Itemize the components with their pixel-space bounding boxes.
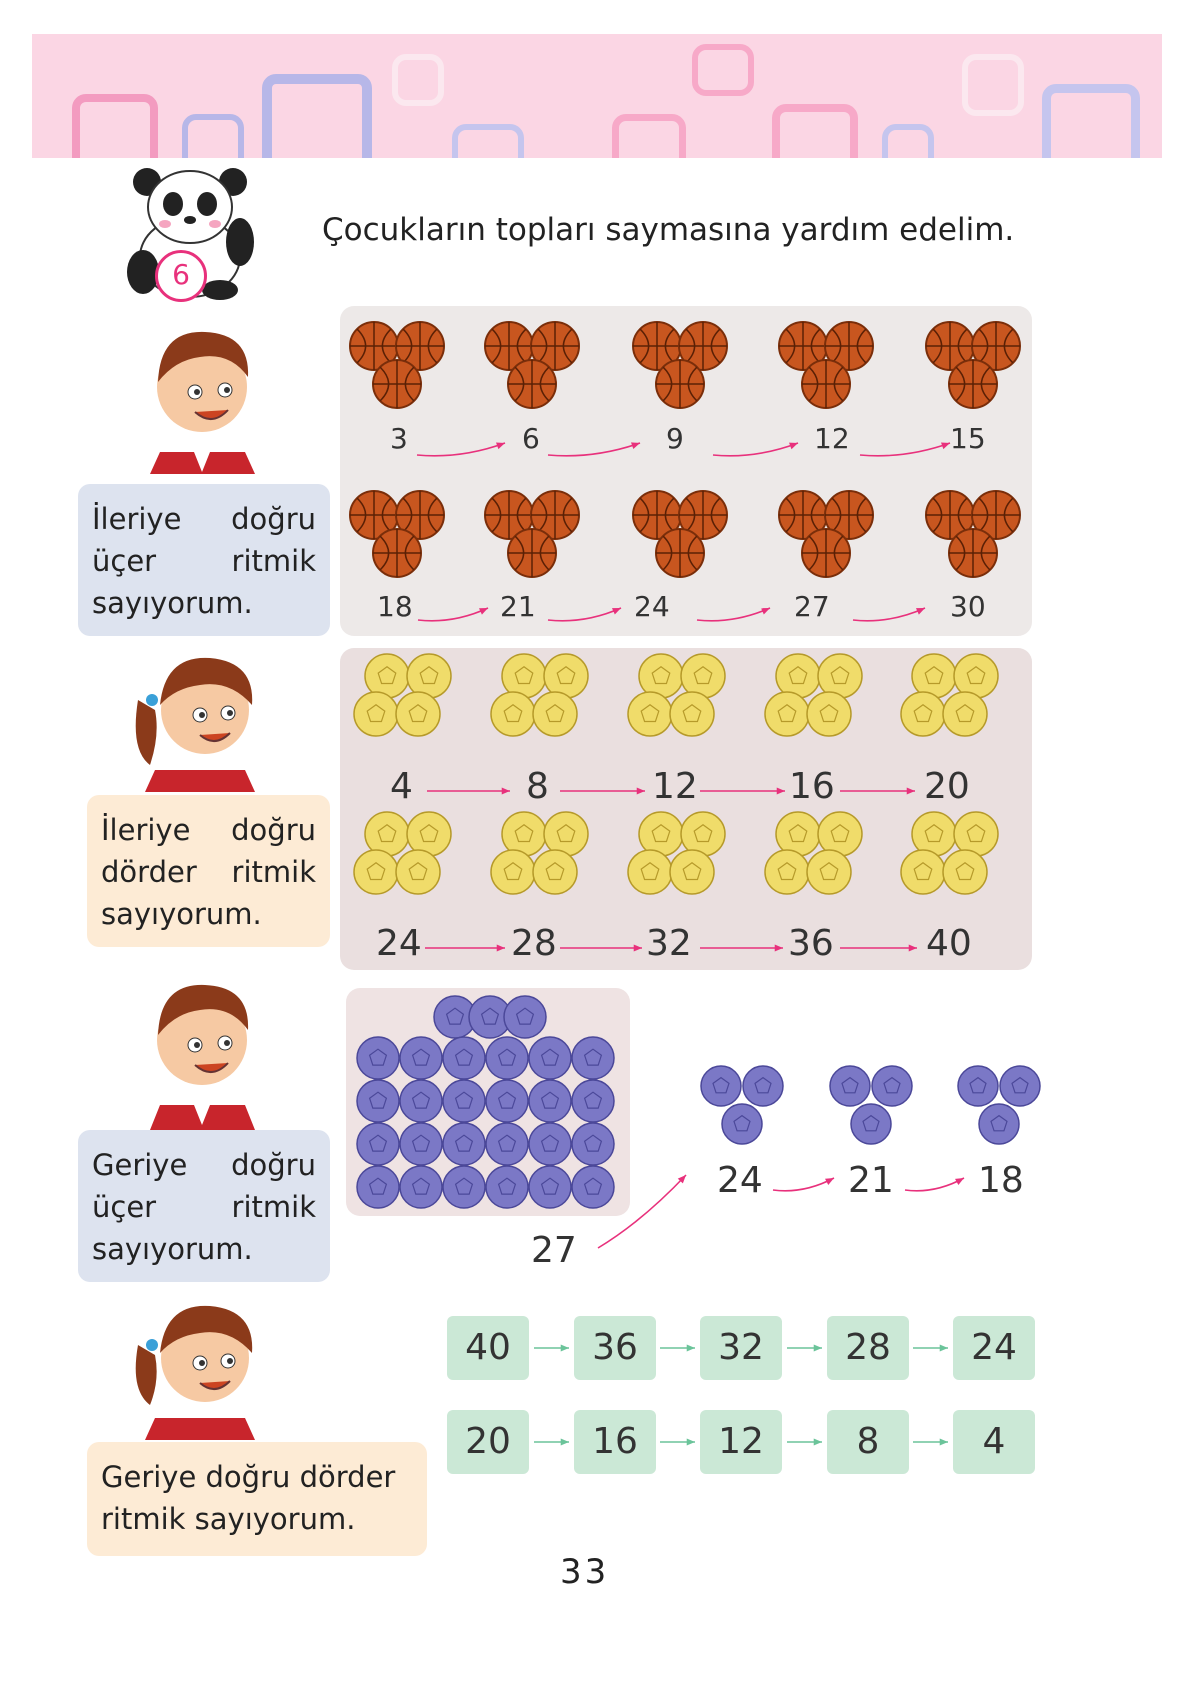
arrow-head bbox=[496, 443, 505, 450]
arrow-head bbox=[502, 787, 510, 794]
yellow-ball-icon bbox=[954, 654, 998, 698]
arrow-head bbox=[637, 787, 645, 794]
purple-ball-icon bbox=[486, 1166, 528, 1208]
count-number: 18 bbox=[978, 1160, 1024, 1201]
purple-ball-icon bbox=[743, 1066, 783, 1106]
speech-text: İleriye doğru üçer ritmik sayıyorum. bbox=[92, 502, 316, 620]
purple-ball-icon bbox=[443, 1166, 485, 1208]
purple-ball-icon bbox=[486, 1080, 528, 1122]
yellow-ball-icon bbox=[628, 692, 672, 736]
count-number: 21 bbox=[848, 1160, 894, 1201]
yellow-ball-icon bbox=[901, 850, 945, 894]
number-box: 24 bbox=[953, 1316, 1035, 1380]
purple-ball-icon bbox=[529, 1037, 571, 1079]
number-box: 12 bbox=[700, 1410, 782, 1474]
yellow-ball-icon bbox=[533, 692, 577, 736]
basketball-seam bbox=[949, 529, 997, 577]
yellow-ball-icon bbox=[407, 654, 451, 698]
page-number: 33 bbox=[560, 1552, 610, 1592]
basketball-seam bbox=[802, 360, 850, 408]
arrow-head bbox=[775, 944, 783, 951]
arrow-head bbox=[634, 944, 642, 951]
arrow bbox=[548, 608, 621, 621]
arrow-head bbox=[561, 1344, 569, 1351]
number-box: 32 bbox=[700, 1316, 782, 1380]
count-number: 28 bbox=[511, 923, 557, 964]
count-number: 20 bbox=[924, 766, 970, 807]
yellow-ball-icon bbox=[365, 812, 409, 856]
arrow-head bbox=[909, 944, 917, 951]
purple-ball-icon bbox=[486, 1123, 528, 1165]
number-box: 4 bbox=[953, 1410, 1035, 1474]
purple-ball-icon bbox=[400, 1037, 442, 1079]
count-number: 16 bbox=[789, 766, 835, 807]
purple-ball-icon bbox=[357, 1166, 399, 1208]
yellow-ball-icon bbox=[681, 812, 725, 856]
purple-ball-icon bbox=[357, 1123, 399, 1165]
arrow-head bbox=[687, 1438, 695, 1445]
arrow bbox=[905, 1178, 964, 1191]
number-box: 8 bbox=[827, 1410, 909, 1474]
yellow-ball-icon bbox=[670, 692, 714, 736]
arrow bbox=[853, 608, 925, 621]
task-number-badge: 6 bbox=[155, 250, 207, 302]
arrow-head bbox=[789, 443, 798, 450]
yellow-ball-icon bbox=[396, 850, 440, 894]
yellow-ball-icon bbox=[544, 812, 588, 856]
arrow-head bbox=[777, 787, 785, 794]
yellow-ball-icon bbox=[533, 850, 577, 894]
count-number: 9 bbox=[666, 422, 684, 455]
yellow-ball-icon bbox=[765, 850, 809, 894]
yellow-ball-icon bbox=[628, 850, 672, 894]
yellow-ball-icon bbox=[912, 654, 956, 698]
yellow-ball-icon bbox=[943, 850, 987, 894]
arrow-head bbox=[631, 442, 640, 449]
basketball-seam bbox=[949, 360, 997, 408]
number-box: 20 bbox=[447, 1410, 529, 1474]
yellow-ball-icon bbox=[943, 692, 987, 736]
purple-ball-icon bbox=[400, 1123, 442, 1165]
yellow-ball-icon bbox=[491, 850, 535, 894]
purple-ball-icon bbox=[400, 1166, 442, 1208]
yellow-ball-icon bbox=[639, 812, 683, 856]
number-box: 16 bbox=[574, 1410, 656, 1474]
purple-ball-icon bbox=[851, 1104, 891, 1144]
arrow-head bbox=[941, 442, 950, 449]
yellow-ball-icon bbox=[354, 692, 398, 736]
purple-ball-icon bbox=[443, 1080, 485, 1122]
arrow bbox=[418, 608, 488, 621]
purple-ball-icon bbox=[572, 1123, 614, 1165]
arrow-head bbox=[497, 944, 505, 951]
yellow-ball-icon bbox=[912, 812, 956, 856]
count-number: 21 bbox=[500, 590, 536, 623]
count-number: 4 bbox=[390, 766, 413, 807]
count-number: 18 bbox=[377, 590, 413, 623]
arrow bbox=[417, 443, 505, 456]
yellow-ball-icon bbox=[807, 850, 851, 894]
yellow-ball-icon bbox=[901, 692, 945, 736]
arrow-head bbox=[814, 1344, 822, 1351]
yellow-ball-icon bbox=[818, 654, 862, 698]
arrow-head bbox=[907, 787, 915, 794]
purple-ball-icon bbox=[701, 1066, 741, 1106]
yellow-ball-icon bbox=[544, 654, 588, 698]
basketball-seam bbox=[656, 360, 704, 408]
yellow-ball-icon bbox=[396, 692, 440, 736]
count-number: 3 bbox=[390, 422, 408, 455]
count-number: 27 bbox=[531, 1230, 577, 1271]
basketball-seam bbox=[373, 360, 421, 408]
yellow-ball-icon bbox=[807, 692, 851, 736]
speech-text: Geriye doğru dörder ritmik sayıyorum. bbox=[101, 1460, 396, 1536]
yellow-ball-icon bbox=[954, 812, 998, 856]
purple-ball-icon bbox=[443, 1123, 485, 1165]
count-number: 27 bbox=[794, 590, 830, 623]
yellow-ball-icon bbox=[776, 812, 820, 856]
basketball-seam bbox=[373, 529, 421, 577]
arrow-head bbox=[561, 1438, 569, 1445]
purple-ball-icon bbox=[722, 1104, 762, 1144]
purple-ball-icon bbox=[872, 1066, 912, 1106]
purple-ball-icon bbox=[486, 1037, 528, 1079]
count-number: 36 bbox=[788, 923, 834, 964]
count-number: 6 bbox=[522, 422, 540, 455]
yellow-ball-icon bbox=[639, 654, 683, 698]
yellow-ball-icon bbox=[502, 812, 546, 856]
purple-ball-icon bbox=[400, 1080, 442, 1122]
purple-ball-icon bbox=[958, 1066, 998, 1106]
yellow-ball-icon bbox=[670, 850, 714, 894]
speech-text: Geriye doğru üçer ritmik sayıyorum. bbox=[92, 1148, 316, 1266]
yellow-ball-icon bbox=[818, 812, 862, 856]
count-number: 24 bbox=[717, 1160, 763, 1201]
yellow-ball-icon bbox=[407, 812, 451, 856]
purple-ball-icon bbox=[443, 1037, 485, 1079]
purple-ball-icon bbox=[357, 1037, 399, 1079]
arrow-head bbox=[940, 1344, 948, 1351]
number-box: 28 bbox=[827, 1316, 909, 1380]
yellow-ball-icon bbox=[681, 654, 725, 698]
basketball-seam bbox=[508, 360, 556, 408]
basketball-seam bbox=[508, 529, 556, 577]
number-box: 40 bbox=[447, 1316, 529, 1380]
basketball-seam bbox=[802, 529, 850, 577]
count-number: 24 bbox=[376, 923, 422, 964]
yellow-ball-icon bbox=[354, 850, 398, 894]
purple-ball-icon bbox=[529, 1080, 571, 1122]
arrow bbox=[697, 608, 770, 621]
yellow-ball-icon bbox=[365, 654, 409, 698]
purple-ball-icon bbox=[357, 1080, 399, 1122]
arrow bbox=[713, 443, 798, 456]
arrow-head bbox=[940, 1438, 948, 1445]
purple-ball-icon bbox=[529, 1166, 571, 1208]
arrow bbox=[860, 443, 950, 456]
purple-ball-icon bbox=[1000, 1066, 1040, 1106]
count-number: 12 bbox=[814, 422, 850, 455]
yellow-ball-icon bbox=[491, 692, 535, 736]
purple-ball-icon bbox=[504, 996, 546, 1038]
count-number: 12 bbox=[652, 766, 698, 807]
basketball-seam bbox=[656, 529, 704, 577]
number-box: 36 bbox=[574, 1316, 656, 1380]
count-number: 15 bbox=[950, 422, 986, 455]
count-number: 40 bbox=[926, 923, 972, 964]
instruction-text: Çocukların topları saymasına yardım edelim. bbox=[322, 212, 1015, 248]
purple-ball-icon bbox=[830, 1066, 870, 1106]
arrow bbox=[548, 443, 640, 456]
count-number: 8 bbox=[526, 766, 549, 807]
yellow-ball-icon bbox=[502, 654, 546, 698]
count-number: 30 bbox=[950, 590, 986, 623]
yellow-ball-icon bbox=[765, 692, 809, 736]
arrow bbox=[773, 1178, 834, 1191]
arrow-head bbox=[687, 1344, 695, 1351]
arrow-head bbox=[814, 1438, 822, 1445]
purple-ball-icon bbox=[572, 1037, 614, 1079]
purple-ball-icon bbox=[979, 1104, 1019, 1144]
purple-ball-icon bbox=[572, 1080, 614, 1122]
yellow-ball-icon bbox=[776, 654, 820, 698]
purple-ball-icon bbox=[572, 1166, 614, 1208]
count-number: 32 bbox=[646, 923, 692, 964]
purple-ball-icon bbox=[529, 1123, 571, 1165]
speech-text: İleriye doğru dörder ritmik sayıyorum. bbox=[101, 813, 316, 931]
count-number: 24 bbox=[634, 590, 670, 623]
